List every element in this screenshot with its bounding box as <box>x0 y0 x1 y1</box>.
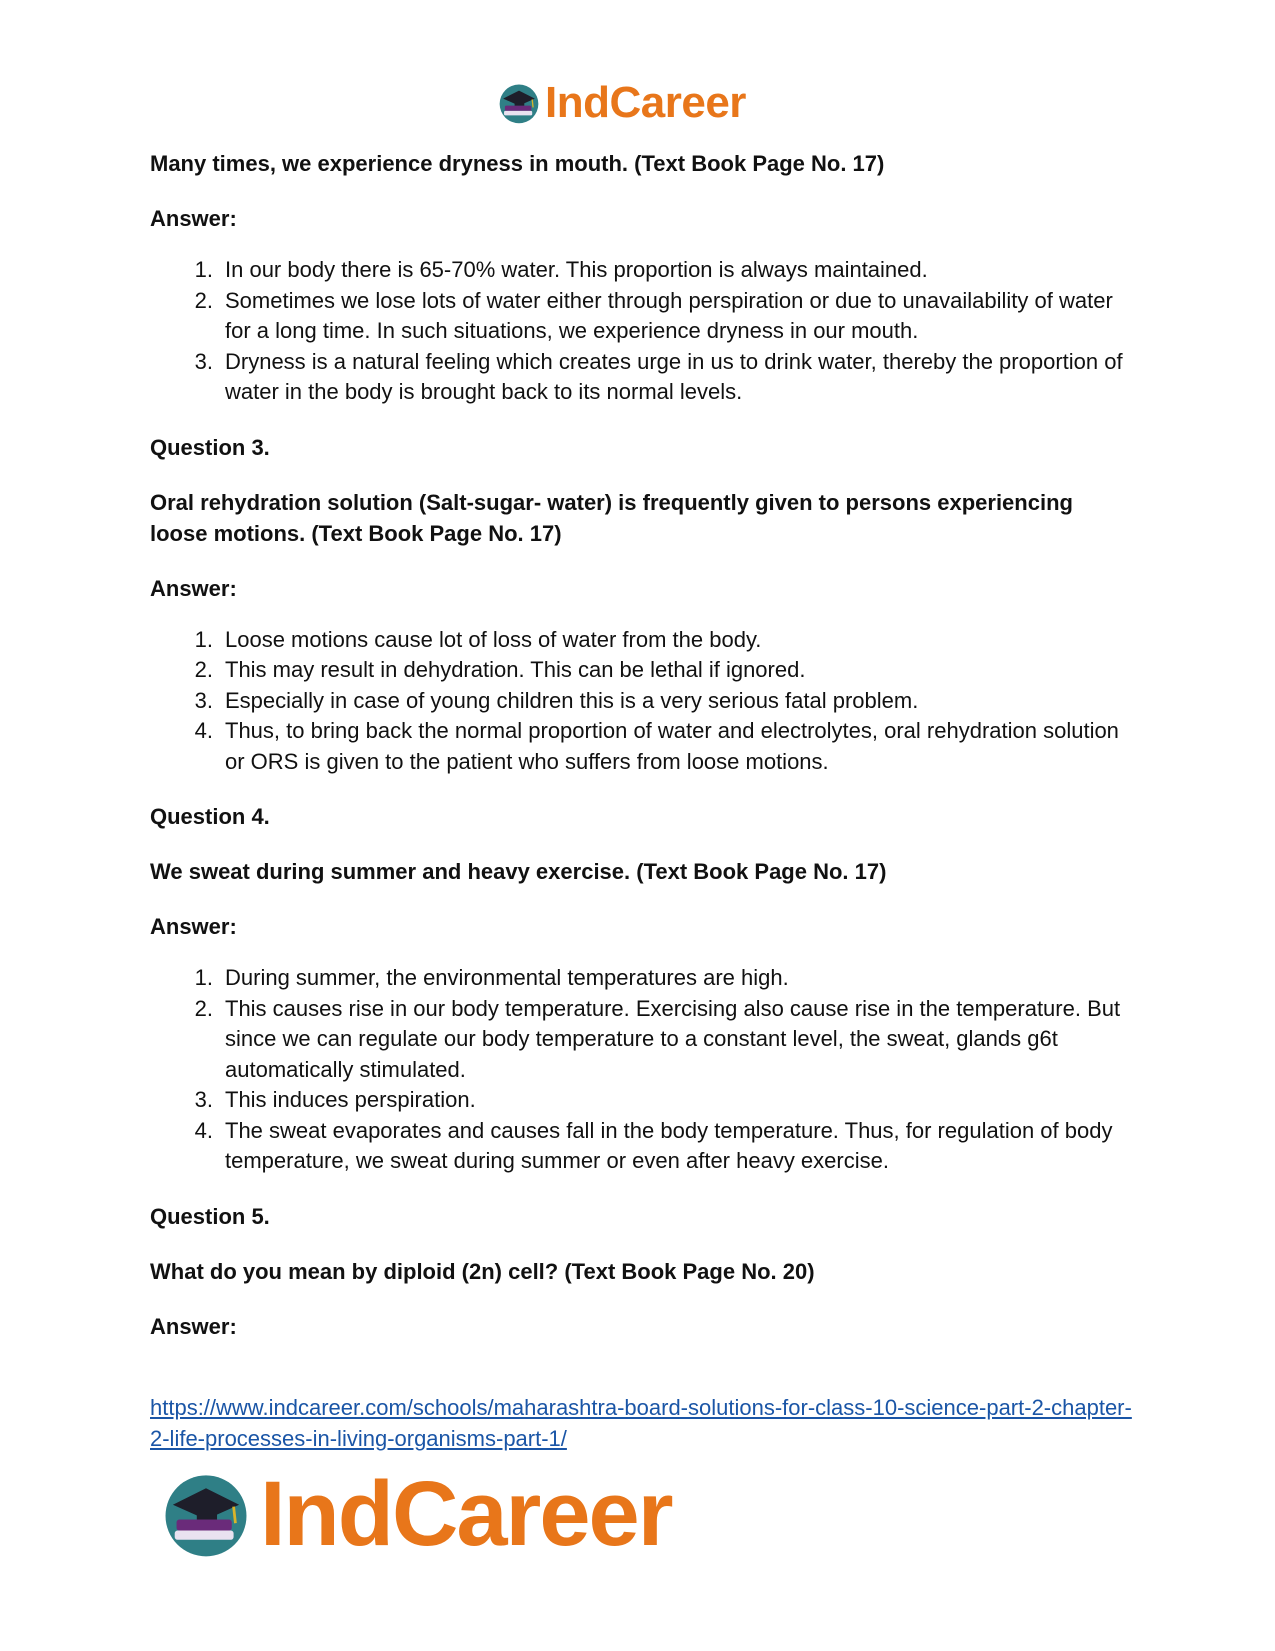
list-item <box>150 655 1130 686</box>
list-item-number: 3. <box>194 1087 213 1112</box>
answer-list <box>150 255 1130 408</box>
list-item-number: 1. <box>194 965 213 990</box>
answer-label: Answer: <box>150 206 237 231</box>
question-text: Many times, we experience dryness in mouth. (Text Book Page No. 17) <box>150 151 885 176</box>
question-number: Question 5. <box>150 1203 270 1229</box>
footer-logo[interactable] <box>160 1462 672 1565</box>
brand-name: IndCareer <box>545 78 746 127</box>
question-text: Oral rehydration solution (Salt-sugar- water) is frequently given to persons experiencing loose motions. (Text Book Page No. 17) <box>150 489 1073 546</box>
list-item-text: During summer, the environmental temperatures are high. <box>225 965 789 990</box>
list-item <box>150 1116 1130 1177</box>
list-item-number: 2. <box>194 995 213 1021</box>
list-item <box>150 716 1130 777</box>
answer-label: Answer: <box>150 575 237 601</box>
list-item-number: 4. <box>194 718 213 743</box>
list-item-text: In our body there is 65-70% water. This proportion is always maintained. <box>225 257 928 282</box>
list-item <box>150 347 1130 408</box>
list-item-text: Especially in case of young children this is a very serious fatal problem. <box>225 687 919 713</box>
list-item-text: Loose motions cause lot of loss of water from the body. <box>225 626 762 652</box>
list-item <box>150 1085 1130 1116</box>
graduation-book-icon <box>497 81 541 125</box>
question-number: Question 3. <box>150 434 270 460</box>
answer-label: Answer: <box>150 1313 237 1339</box>
graduation-book-icon <box>160 1468 252 1560</box>
list-item-text: This may result in dehydration. This can be lethal if ignored. <box>225 657 806 682</box>
list-item <box>150 686 1130 717</box>
list-item <box>150 963 1130 994</box>
question-text: What do you mean by diploid (2n) cell? (Text Book Page No. 20) <box>150 1258 815 1284</box>
list-item-text: Thus, to bring back the normal proportion of water and electrolytes, oral rehydration solution or ORS is given to the patient who suffers from loose motions. <box>225 718 1119 774</box>
list-item-number: 1. <box>194 626 213 652</box>
list-item-number: 4. <box>194 1117 213 1143</box>
list-item <box>150 625 1130 656</box>
list-item <box>150 255 1130 286</box>
list-item-text: Dryness is a natural feeling which creates urge in us to drink water, thereby the proportion of water in the body is brought back to its normal levels. <box>225 348 1123 404</box>
document-content <box>150 148 1130 1363</box>
question-text: We sweat during summer and heavy exercise. (Text Book Page No. 17) <box>150 859 887 884</box>
list-item-text: Sometimes we lose lots of water either through perspiration or due to unavailability of water for a long time. In such situations, we experience dryness in our mouth. <box>225 287 1113 343</box>
list-item-text: This causes rise in our body temperature. Exercising also cause rise in the temperature. But since we can regulate our body temperature to a constant level, the sweat, glands g6t automatically stimulated. <box>225 995 1121 1082</box>
list-item-number: 1. <box>194 257 213 282</box>
list-item <box>150 286 1130 347</box>
list-item-number: 2. <box>194 657 213 682</box>
answer-list <box>150 625 1130 778</box>
source-link[interactable]: https://www.indcareer.com/schools/maharashtra-board-solutions-for-class-10-science-part-2-chapter-2-life-processes-in-living-organisms-part-1/ <box>150 1395 1132 1451</box>
list-item-text: The sweat evaporates and causes fall in the body temperature. Thus, for regulation of body temperature, we sweat during summer or even after heavy exercise. <box>225 1117 1113 1173</box>
list-item-number: 2. <box>194 287 213 313</box>
list-item <box>150 994 1130 1086</box>
header-logo[interactable] <box>497 80 746 126</box>
brand-name: IndCareer <box>260 1462 672 1565</box>
list-item-number: 3. <box>194 348 213 374</box>
list-item-number: 3. <box>194 687 213 713</box>
answer-label: Answer: <box>150 914 237 939</box>
question-number: Question 4. <box>150 804 270 829</box>
answer-list <box>150 963 1130 1177</box>
list-item-text: This induces perspiration. <box>225 1087 476 1112</box>
